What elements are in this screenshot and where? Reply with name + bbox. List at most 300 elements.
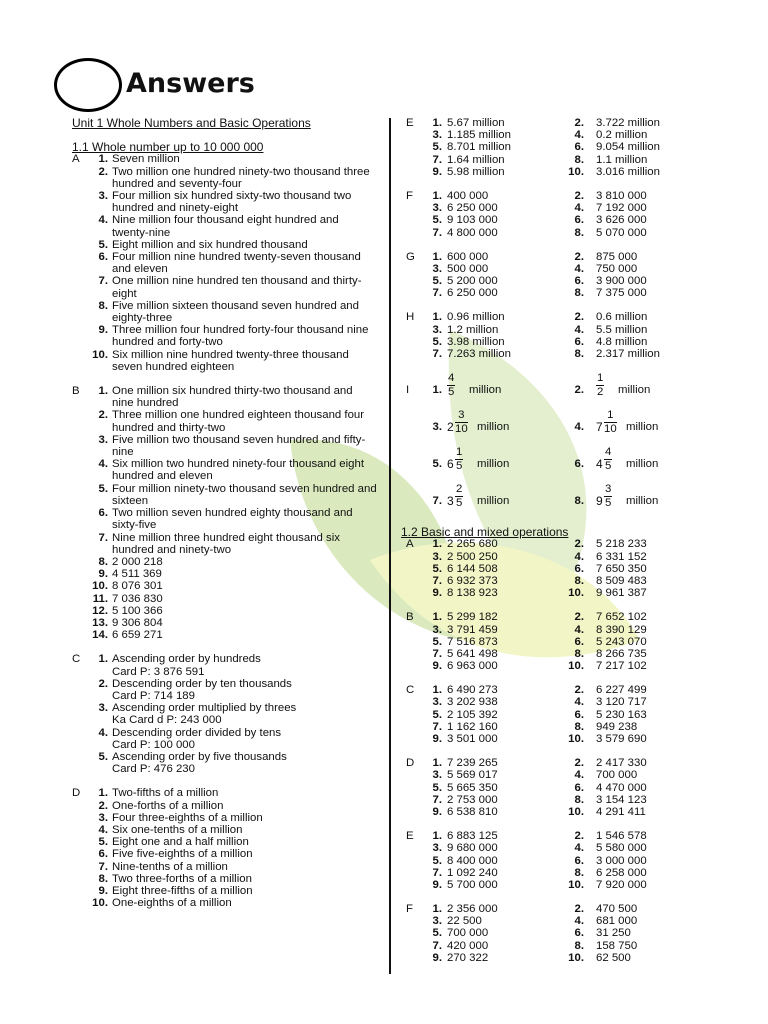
item-number: 5. [432,214,442,227]
item-number: 8. [574,866,584,879]
page-title: Answers [126,68,255,99]
fraction [604,446,612,473]
section-gap [72,641,377,653]
item-number: 10. [568,805,584,818]
item-number: 3. [432,842,442,855]
section-letter: A [72,153,80,166]
answer-row [406,709,761,721]
item-number: 4. [574,550,584,563]
item-number: 3. [432,129,442,142]
unit-heading: Unit 1 Whole Numbers and Basic Operations [72,116,311,130]
answer-row [406,879,761,891]
answer-row [406,648,761,660]
answer-row [406,214,761,226]
item-number: 9. [98,324,108,337]
item-answer: Four million ninety-two thousand seven hundred and sixteen [112,482,377,507]
item-number: 2. [574,830,584,843]
item-answer: One million six hundred thirty-two thousand and nine hundred [112,385,353,410]
item-number: 7. [432,720,442,733]
answer-item [72,458,377,482]
item-answer: Six million two hundred ninety-four thousand eight hundred and eleven [112,458,365,483]
million-label: million [477,421,510,434]
item-number: 8. [574,574,584,587]
item-number: 8. [574,647,584,660]
item-answer: Four three-eighths of a million [112,811,263,824]
fraction-denominator: 10 [455,423,468,436]
item-answer: 949 238 [596,720,638,733]
item-number: 2. [574,384,584,397]
answer-row [406,733,761,745]
item-number: 6. [574,562,584,575]
section-heading-1-2: 1.2 Basic and mixed operations [401,525,569,540]
item-number: 1. [98,787,108,800]
fraction [455,409,468,436]
item-number: 4. [574,842,584,855]
left-column [72,117,377,909]
item-number: 3. [98,811,108,824]
item-answer: 4 291 411 [596,805,646,818]
item-answer: 5 218 233 [596,538,647,551]
item-answer: 7 650 350 [596,562,647,575]
item-number: 1. [432,384,442,397]
fraction-row [406,446,761,483]
item-number: 1. [432,903,442,916]
item-number: 5. [432,927,442,940]
item-answer: Descending order by ten thousands [112,677,292,690]
answer-row [406,867,761,879]
item-answer: 1.64 million [447,153,505,166]
answer-row [406,660,761,672]
item-number: 10. [568,660,584,673]
group-letter: D [406,757,415,770]
whole-number: 3 [447,494,454,509]
section-letter: C [72,653,81,666]
item-number: 12. [92,604,108,617]
item-answer: 6 144 508 [447,562,498,575]
group-letter: E [406,117,414,129]
answer-group-h [406,311,761,360]
answer-row [406,696,761,708]
item-number: 6. [574,854,584,867]
item-card: Card P: 100 000 [112,738,195,751]
item-answer: Four million six hundred sixty-two thousand two hundred and ninety-eight [112,190,352,215]
fraction-numerator: 2 [456,483,463,496]
item-number: 7. [432,793,442,806]
answer-row [406,611,761,623]
item-number: 2. [98,677,108,690]
item-number: 7. [432,226,442,239]
item-number: 5. [432,141,442,154]
group-letter: E [406,830,414,843]
answer-section-b [72,385,377,641]
item-answer: 3 810 000 [596,189,647,202]
item-answer: Three million one hundred eighteen thousand four hundred and thirty-two [112,409,365,434]
item-number: 2. [574,311,584,324]
item-number: 8. [98,872,108,885]
item-answer: 6 227 499 [596,684,647,697]
item-number: 2. [574,189,584,202]
item-answer: 0.6 million [596,311,648,324]
right-top-answers [406,117,761,360]
item-answer: 4 470 000 [596,781,647,794]
item-answer: 6 932 373 [447,574,498,587]
item-answer: 9 103 000 [447,214,498,227]
answer-row [406,154,761,166]
answer-row [406,782,761,794]
item-answer: 3 000 000 [596,854,647,867]
item-number: 6. [574,335,584,348]
answer-item [72,605,377,617]
answer-row [406,563,761,575]
group-letter: F [406,189,413,202]
million-label: million [477,458,510,471]
item-number: 4. [574,323,584,336]
item-number: 9. [432,951,442,964]
item-answer: 31 250 [596,927,631,940]
section-letter: B [72,385,80,398]
answer-row [406,940,761,952]
answer-row [406,348,761,360]
answer-group-e [406,117,761,178]
item-answer: 0.2 million [596,129,648,142]
answer-group-a [406,538,761,599]
million-label: million [626,495,659,508]
group-letter: C [406,684,415,697]
fraction-numerator: 1 [604,409,617,423]
item-answer: 3.722 million [596,117,660,129]
answer-row [406,202,761,214]
item-answer: 6 883 125 [447,830,498,843]
answer-item [72,787,377,799]
item-answer: 6 331 152 [596,550,647,563]
item-card: Ka Card d P: 243 000 [112,714,222,727]
item-number: 2. [98,799,108,812]
item-number: 7. [432,939,442,952]
answer-item [72,251,377,275]
item-answer: One-eighths of a million [112,897,232,910]
item-card: Card P: 476 230 [112,763,195,776]
group-letter: G [406,250,415,263]
item-number: 13. [92,616,108,629]
answer-item [72,824,377,836]
fraction [604,409,617,436]
answer-row [406,575,761,587]
item-answer: 5 070 000 [596,226,647,239]
item-number: 5. [432,335,442,348]
item-answer: 8 266 735 [596,647,647,660]
answer-group-g [406,251,761,300]
item-answer: Eight million and six hundred thousand [112,238,308,251]
item-answer: 6 258 000 [596,866,647,879]
answer-row [406,166,761,178]
item-answer: 2 500 250 [447,550,498,563]
fraction [455,483,463,510]
answer-item [72,385,377,409]
item-number: 3. [432,550,442,563]
item-answer: 9 306 804 [112,616,163,629]
answer-item [72,617,377,629]
item-number: 9. [432,660,442,673]
item-number: 2. [574,538,584,551]
answer-item [72,678,377,702]
item-answer: Nine million four thousand eight hundred and twenty-nine [112,214,339,239]
item-answer: 6 250 000 [447,202,498,215]
item-answer: 5 580 000 [596,842,647,855]
item-number: 3. [432,262,442,275]
item-answer: 4 511 369 [112,568,162,581]
item-answer: 8 400 000 [447,854,498,867]
whole-number: 2 [447,420,454,435]
answer-item [72,873,377,885]
item-number: 3. [98,433,108,446]
item-number: 2. [574,757,584,770]
item-answer: 5 700 000 [447,878,498,891]
item-number: 6. [574,275,584,288]
million-label: million [618,384,651,397]
answer-row [406,927,761,939]
answer-item [72,275,377,299]
item-number: 1. [98,153,108,166]
answer-item [72,214,377,238]
item-number: 10. [568,165,584,178]
item-answer: 420 000 [447,939,489,952]
item-answer: Six million nine hundred twenty-three thousand seven hundred eighteen [112,348,349,373]
answer-item [72,409,377,433]
title-oval [54,58,122,112]
item-number: 7. [98,860,108,873]
item-number: 6. [98,251,108,264]
item-answer: 7 516 873 [447,635,498,648]
answer-item [72,629,377,641]
item-number: 7. [432,574,442,587]
item-answer: Two million one hundred ninety-two thousand three hundred and seventy-four [112,165,370,190]
answer-row [406,624,761,636]
item-answer: 5 641 498 [447,647,498,660]
item-answer: 6 963 000 [447,660,498,673]
item-answer: 7 920 000 [596,878,647,891]
answer-row [406,287,761,299]
answer-row [406,275,761,287]
item-number: 8. [574,495,584,508]
item-number: 1. [432,250,442,263]
item-number: 5. [98,750,108,763]
group-letter: H [406,311,415,324]
item-answer: 158 750 [596,939,638,952]
item-card: Card P: 714 189 [112,689,195,702]
answer-row [406,141,761,153]
item-answer: 8.701 million [447,141,511,154]
answer-item [72,848,377,860]
item-answer: Three million four hundred forty-four thousand nine hundred and forty-two [112,324,369,349]
fraction-numerator: 4 [448,372,455,385]
answer-item [72,800,377,812]
answer-item [72,349,377,373]
item-number: 1. [98,653,108,666]
answer-item [72,239,377,251]
item-answer: 9.054 million [596,141,660,154]
item-number: 7. [432,866,442,879]
item-answer: 5 100 366 [112,604,163,617]
item-number: 8. [574,720,584,733]
item-number: 8. [574,287,584,300]
answer-row [406,855,761,867]
item-answer: 6 490 273 [447,684,498,697]
answer-row [406,757,761,769]
answer-row [406,769,761,781]
item-number: 3. [432,696,442,709]
item-number: 4. [574,202,584,215]
answer-row [406,336,761,348]
item-answer: 7 652 102 [596,611,647,624]
answer-item [72,727,377,751]
item-answer: 1 092 240 [447,866,498,879]
item-answer: 0.96 million [447,311,505,324]
item-answer: 7 036 830 [112,592,163,605]
item-number: 3. [432,202,442,215]
answer-item [72,593,377,605]
item-number: 4. [574,915,584,928]
column-divider [389,118,391,974]
item-answer: 22 500 [447,915,482,928]
whole-number: 4 [596,457,603,472]
answer-group-f [406,190,761,239]
item-answer: 6 250 000 [447,287,498,300]
answer-row [406,794,761,806]
item-answer: 2 265 680 [447,538,498,551]
item-answer: Descending order divided by tens [112,726,282,739]
item-answer: 700 000 [596,769,638,782]
item-number: 4. [98,823,108,836]
answer-row [406,915,761,927]
item-number: 3. [432,323,442,336]
item-number: 6. [574,458,584,471]
item-number: 1. [432,189,442,202]
answer-item [72,836,377,848]
fraction-denominator: 5 [605,460,612,473]
item-number: 1. [432,684,442,697]
item-number: 10. [568,733,584,746]
item-number: 5. [432,562,442,575]
item-answer: 62 500 [596,951,631,964]
item-number: 6. [574,214,584,227]
item-answer: 1 546 578 [596,830,647,843]
item-answer: 7 239 265 [447,757,498,770]
fraction-numerator: 1 [597,372,604,385]
fraction-denominator: 5 [456,460,463,473]
answer-row [406,636,761,648]
item-number: 11. [92,592,108,605]
answer-item [72,568,377,580]
item-answer: Eight three-fifths of a million [112,884,253,897]
item-number: 9. [432,805,442,818]
item-number: 6. [98,848,108,861]
item-answer: 400 000 [447,189,489,202]
item-answer: 3 626 000 [596,214,647,227]
answer-row [406,324,761,336]
item-number: 8. [574,939,584,952]
answer-row [406,721,761,733]
item-number: 9. [98,884,108,897]
answer-section-a [72,153,377,373]
item-answer: 2 000 218 [112,555,163,568]
item-number: 1. [432,538,442,551]
answer-item [72,507,377,531]
item-number: 8. [574,153,584,166]
item-number: 9. [432,165,442,178]
item-answer: Four million nine hundred twenty-seven thousand and eleven [112,251,361,276]
item-answer: 5.67 million [447,117,505,129]
item-answer: 3.016 million [596,165,660,178]
answer-row [406,587,761,599]
item-answer: 5 299 182 [447,611,498,624]
answer-group-b [406,611,761,672]
item-answer: 3 120 717 [596,696,647,709]
item-number: 7. [432,287,442,300]
item-answer: One-forths of a million [112,799,224,812]
item-number: 3. [432,623,442,636]
item-number: 4. [574,421,584,434]
item-number: 3. [432,769,442,782]
fraction [596,372,604,399]
item-answer: One million nine hundred ten thousand and thirty-eight [112,275,362,300]
item-answer: 9 680 000 [447,842,498,855]
item-answer: 500 000 [447,262,489,275]
item-number: 9. [432,587,442,600]
item-number: 7. [98,275,108,288]
item-number: 3. [432,915,442,928]
item-number: 10. [568,878,584,891]
item-number: 5. [98,482,108,495]
item-answer: 875 000 [596,250,638,263]
item-answer: 7 375 000 [596,287,647,300]
item-number: 8. [574,226,584,239]
item-number: 7. [432,153,442,166]
answer-group-e [406,830,761,891]
item-answer: 8 509 483 [596,574,647,587]
item-number: 10. [568,587,584,600]
item-answer: 6 659 271 [112,629,163,642]
item-answer: 2.317 million [596,348,660,360]
item-answer: 3 579 690 [596,733,647,746]
item-answer: 600 000 [447,250,489,263]
answer-row [406,551,761,563]
answer-row [406,190,761,202]
item-number: 1. [432,830,442,843]
answer-item [72,556,377,568]
item-answer: 8 138 923 [447,587,498,600]
group-letter: A [406,538,414,551]
item-number: 2. [574,250,584,263]
item-number: 7. [432,647,442,660]
item-answer: 3 154 123 [596,793,647,806]
item-answer: Five million sixteen thousand seven hundred and eighty-three [112,299,359,325]
item-number: 4. [574,696,584,709]
fraction-numerator: 4 [605,446,612,459]
item-answer: 8 390 129 [596,623,647,636]
answer-row [406,311,761,323]
answer-item [72,434,377,458]
fraction [455,446,463,473]
item-number: 2. [574,117,584,129]
item-number: 6. [574,927,584,940]
item-number: 4. [98,726,108,739]
item-number: 1. [432,611,442,624]
item-number: 4. [574,262,584,275]
fraction-denominator: 5 [456,497,463,510]
left-sections [72,153,377,909]
item-answer: 1 162 160 [447,720,498,733]
answer-row [406,538,761,550]
